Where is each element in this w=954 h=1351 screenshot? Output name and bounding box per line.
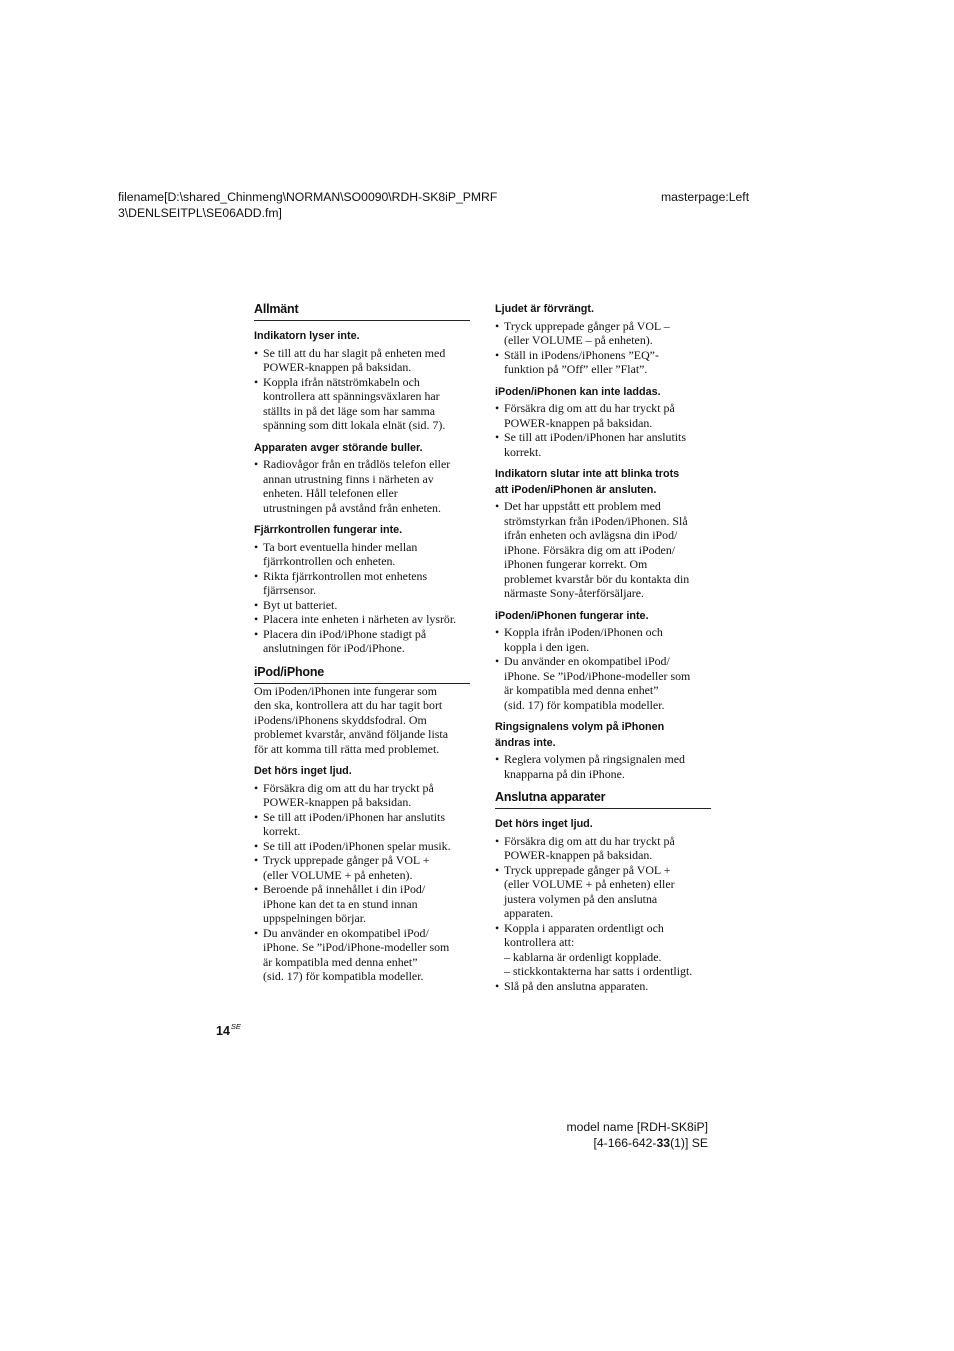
paragraph-line: Om iPoden/iPhonen inte fungerar som	[254, 683, 437, 698]
list-item-line: • Tryck upprepade gånger på VOL +	[504, 862, 671, 877]
column-right	[495, 302, 711, 993]
list-laddas	[495, 401, 711, 459]
list-item-line: • Radiovågor från en trådlös telefon eller	[263, 457, 451, 471]
subheading-blinka-line-2: att iPoden/iPhonen är ansluten.	[495, 483, 657, 496]
list-item-line: iPhonen fungerar korrekt. Om	[504, 557, 648, 571]
list-item	[495, 430, 711, 459]
list-item-line: • Se till att iPoden/iPhonen har anslutits	[263, 809, 445, 824]
section-title-anslutna: Anslutna apparater	[495, 790, 711, 809]
list-item	[254, 627, 470, 656]
list-item-line: iPhone. Se ”iPod/iPhone-modeller som	[263, 940, 450, 954]
list-item	[254, 781, 470, 810]
list-item-line: • Ta bort eventuella hinder mellan	[263, 539, 418, 554]
list-item-line: närmaste Sony-återförsäljare.	[504, 586, 644, 600]
list-item	[254, 598, 470, 613]
subheading-ringsignal	[495, 720, 711, 751]
model-name: model name [RDH-SK8iP]	[566, 1120, 708, 1134]
list-item-line: • Se till att du har slagit på enheten med	[263, 345, 446, 360]
subheading-indikatorn: Indikatorn lyser inte.	[254, 330, 360, 342]
list-item	[495, 752, 711, 781]
list-item-line: • Rikta fjärrkontrollen mot enhetens	[263, 568, 428, 583]
list-item	[254, 810, 470, 839]
subheading-blinka	[495, 467, 711, 498]
list-item-line: • Beroende på innehållet i din iPod/	[263, 882, 426, 896]
list-item-line: apparaten.	[504, 906, 554, 920]
filename-line-1: filename[D:\shared_Chinmeng\NORMAN\SO0090\RDH-SK8iP_PMRF	[118, 190, 498, 204]
list-item-line: • Det har uppstått ett problem med	[504, 499, 661, 513]
list-forvrangt	[495, 319, 711, 377]
list-item	[254, 853, 470, 882]
list-item-line: • Du använder en okompatibel iPod/	[263, 925, 429, 940]
subheading-laddas: iPoden/iPhonen kan inte laddas.	[495, 385, 661, 398]
model-code-suffix: (1)] SE	[670, 1136, 708, 1150]
list-item-line: • Se till att iPoden/iPhonen har anslutits	[504, 430, 686, 444]
list-item	[495, 401, 711, 430]
paragraph-line: iPodens/iPhonens skyddsfodral. Om	[254, 712, 427, 727]
list-item	[254, 540, 470, 569]
list-item	[495, 921, 711, 979]
list-item-line: iPhone. Se ”iPod/iPhone-modeller som	[504, 668, 691, 683]
list-item-line: • Placera din iPod/iPhone stadigt på	[263, 626, 427, 641]
list-item-line: uppspelningen börjar.	[263, 911, 367, 925]
model-code-bold: 33	[656, 1136, 671, 1150]
list-item-line: • Koppla ifrån nätströmkabeln och	[263, 374, 420, 389]
list-item-line: • Byt ut batteriet.	[263, 597, 338, 612]
list-item-line: POWER-knappen på baksidan.	[263, 360, 412, 374]
list-item-line: • Försäkra dig om att du har tryckt på	[504, 401, 675, 415]
list-item	[495, 499, 711, 601]
list-item-line: spänning som ditt lokala elnät (sid. 7).	[263, 418, 446, 432]
list-item-line: – stickkontakterna har satts i ordentligt.	[504, 964, 693, 978]
subheading-blinka-line-1: Indikatorn slutar inte att blinka trots	[495, 468, 680, 480]
list-item-line: • Se till att iPoden/iPhonen spelar musik.	[263, 838, 451, 853]
list-ringsignal	[495, 752, 711, 781]
list-item-line: (sid. 17) för kompatibla modeller.	[504, 697, 665, 712]
list-item-line: • Placera inte enheten i närheten av lysrör.	[263, 612, 457, 626]
list-item-line: fjärrsensor.	[263, 583, 317, 597]
list-anslutna-ljud	[495, 834, 711, 994]
subheading-buller: Apparaten avger störande buller.	[254, 441, 423, 454]
list-item-line: (eller VOLUME – på enheten).	[504, 333, 653, 347]
subheading-ringsignal-line-2: ändras inte.	[495, 736, 556, 749]
list-item-line: • Slå på den anslutna apparaten.	[504, 978, 649, 993]
list-item-line: justera volymen på den anslutna	[504, 891, 658, 906]
list-item	[495, 654, 711, 712]
paragraph-line: för att komma till rätta med problemet.	[254, 741, 440, 756]
list-item-line: iPhone. Försäkra dig om att iPoden/	[504, 542, 676, 557]
list-item-line: ifrån enheten och avlägsna din iPod/	[504, 528, 678, 542]
list-item-line: funktion på ”Off” eller ”Flat”.	[504, 362, 648, 376]
list-item-line: kontrollera att:	[504, 935, 575, 949]
list-item-line: POWER-knappen på baksidan.	[263, 795, 412, 809]
paragraph-line: den ska, kontrollera att du har tagit bort	[254, 698, 443, 712]
list-item-line: • Ställ in iPodens/iPhonens ”EQ”-	[504, 347, 659, 362]
list-inget-ljud	[254, 781, 470, 984]
list-item-line: är kompatibla med denna enhet”	[504, 683, 659, 697]
list-item	[254, 346, 470, 375]
list-indikatorn	[254, 346, 470, 433]
page-number-suffix: SE	[230, 1022, 241, 1031]
list-item	[254, 375, 470, 433]
filename-header	[118, 189, 638, 221]
list-item-line: • Reglera volymen på ringsignalen med	[504, 752, 685, 766]
subheading-forvrangt: Ljudet är förvrängt.	[495, 303, 594, 315]
list-item-line: kontrollera att spänningsväxlaren har	[263, 389, 440, 403]
subheading-ringsignal-line-1: Ringsignalens volym på iPhonen	[495, 721, 665, 733]
list-item-line: iPhone kan det ta en stund innan	[263, 896, 418, 911]
list-item-line: knapparna på din iPhone.	[504, 766, 625, 781]
list-item-line: problemet kvarstår bör du kontakta din	[504, 571, 690, 586]
list-item-line: • Du använder en okompatibel iPod/	[504, 654, 670, 668]
masterpage-label: masterpage:Left	[661, 190, 750, 204]
model-code-prefix: [4-166-642-	[593, 1136, 657, 1150]
list-fjarrkontroll	[254, 540, 470, 656]
list-item-line: är kompatibla med denna enhet”	[263, 954, 418, 969]
column-left	[254, 302, 470, 984]
list-item	[495, 979, 711, 994]
model-code	[566, 1135, 708, 1151]
list-item-line: enheten. Håll telefonen eller	[263, 486, 398, 500]
list-item-line: • Försäkra dig om att du har tryckt på	[263, 780, 434, 795]
list-item	[254, 569, 470, 598]
subheading-fjarrkontroll: Fjärrkontrollen fungerar inte.	[254, 524, 403, 536]
list-item-line: • Koppla ifrån iPoden/iPhonen och	[504, 625, 663, 639]
list-item-line: annan utrustning finns i närheten av	[263, 471, 434, 486]
subheading-inget-ljud: Det hörs inget ljud.	[254, 765, 352, 777]
list-buller	[254, 457, 470, 515]
list-item-line: (eller VOLUME + på enheten).	[263, 867, 413, 882]
subheading-fungerar: iPoden/iPhonen fungerar inte.	[495, 609, 649, 622]
list-item	[495, 834, 711, 863]
list-item	[254, 839, 470, 854]
list-item	[495, 348, 711, 377]
list-item	[495, 625, 711, 654]
ipod-intro-paragraph	[254, 684, 470, 757]
page-number	[216, 1024, 241, 1038]
list-item-line: (sid. 17) för kompatibla modeller.	[263, 969, 424, 983]
list-item-line: POWER-knappen på baksidan.	[504, 415, 653, 430]
list-item-line: korrekt.	[263, 824, 301, 838]
list-item-line: korrekt.	[504, 444, 542, 459]
list-item-line: • Tryck upprepade gånger på VOL +	[263, 853, 430, 867]
list-item	[254, 882, 470, 926]
list-blinka	[495, 499, 711, 601]
list-item-line: (eller VOLUME + på enheten) eller	[504, 877, 675, 891]
model-info	[566, 1119, 708, 1151]
list-item-line: • Tryck upprepade gånger på VOL –	[504, 318, 670, 333]
list-item-line: anslutningen för iPod/iPhone.	[263, 641, 405, 655]
section-title-ipod: iPod/iPhone	[254, 665, 470, 684]
subheading-anslutna-ljud: Det hörs inget ljud.	[495, 818, 593, 830]
list-item-line: • Koppla i apparaten ordentligt och	[504, 920, 664, 935]
list-item	[254, 612, 470, 627]
filename-line-2: 3\DENLSEITPL\SE06ADD.fm]	[118, 206, 282, 220]
list-item	[495, 319, 711, 348]
list-item-line: – kablarna är ordenligt kopplade.	[504, 949, 662, 964]
list-item	[254, 926, 470, 984]
list-fungerar	[495, 625, 711, 712]
list-item-line: fjärrkontrollen och enheten.	[263, 554, 396, 568]
list-item-line: utrustningen på avstånd från enheten.	[263, 500, 441, 515]
list-item-line: strömstyrkan från iPoden/iPhonen. Slå	[504, 513, 688, 528]
list-item	[254, 457, 470, 515]
list-item-line: ställts in på det läge som har samma	[263, 403, 436, 418]
list-item-line: POWER-knappen på baksidan.	[504, 848, 653, 862]
list-item-line: koppla i den igen.	[504, 639, 590, 654]
section-title-allmant: Allmänt	[254, 302, 470, 321]
list-item	[495, 863, 711, 921]
page-number-value: 14	[216, 1024, 230, 1038]
paragraph-line: problemet kvarstår, använd följande lista	[254, 727, 449, 741]
list-item-line: • Försäkra dig om att du har tryckt på	[504, 833, 675, 848]
